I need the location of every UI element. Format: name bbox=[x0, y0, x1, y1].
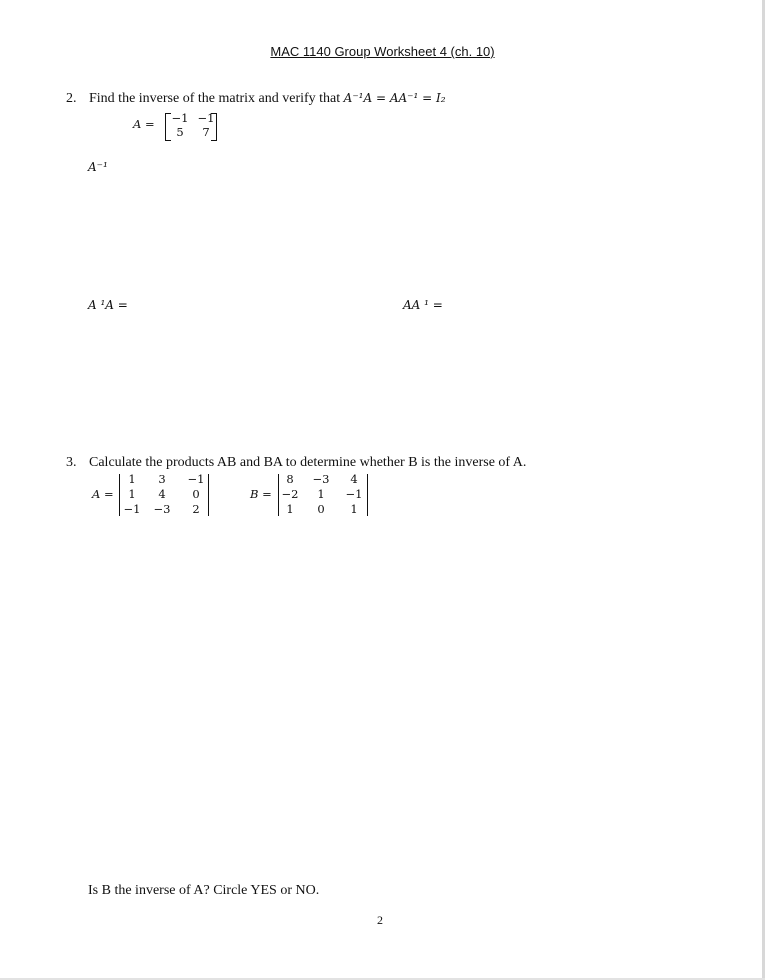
matrix-cell: −3 bbox=[153, 502, 171, 516]
question-2-text bbox=[89, 91, 446, 107]
page-number: 2 bbox=[377, 913, 383, 927]
worksheet-title: MAC 1140 Group Worksheet 4 (ch. 10) bbox=[270, 44, 495, 59]
matrix-cell: 7 bbox=[202, 125, 210, 139]
matrix-cell: 8 bbox=[286, 472, 294, 486]
matrix-cell: 4 bbox=[158, 487, 166, 501]
matrix-cell: 4 bbox=[350, 472, 358, 486]
matrix-cell: 1 bbox=[350, 502, 358, 516]
inverse-label: A⁻¹ bbox=[88, 160, 108, 174]
question-2-equation: A⁻¹A = AA⁻¹ = I₂ bbox=[343, 91, 446, 105]
matrix-a-label: A = bbox=[133, 117, 155, 131]
matrix-cell: −1 bbox=[171, 111, 189, 125]
right-bracket bbox=[211, 113, 217, 141]
matrix-cell: 1 bbox=[128, 472, 136, 486]
matrix-a-label: A = bbox=[92, 487, 114, 501]
matrix-cell: 1 bbox=[317, 487, 325, 501]
matrix-cell: −1 bbox=[197, 111, 215, 125]
question-3-number: 3. bbox=[66, 455, 77, 470]
matrix-cell: 0 bbox=[317, 502, 325, 516]
right-bar bbox=[367, 474, 368, 516]
worksheet-header bbox=[0, 44, 765, 59]
left-verify-label: A ¹A = bbox=[88, 298, 128, 312]
question-3-text: Calculate the products AB and BA to determine whether B is the inverse of A. bbox=[89, 455, 527, 470]
matrix-b-label: B = bbox=[250, 487, 272, 501]
matrix-cell: −1 bbox=[345, 487, 363, 501]
question-2-number: 2. bbox=[66, 91, 77, 106]
right-verify-label: AA ¹ = bbox=[403, 298, 443, 312]
right-bar bbox=[208, 474, 209, 516]
matrix-cell: 5 bbox=[176, 125, 184, 139]
matrix-cell: −3 bbox=[312, 472, 330, 486]
matrix-cell: −1 bbox=[123, 502, 141, 516]
matrix-cell: 3 bbox=[158, 472, 166, 486]
matrix-cell: 0 bbox=[192, 487, 200, 501]
matrix-cell: 1 bbox=[128, 487, 136, 501]
question-2-prompt: Find the inverse of the matrix and verify that bbox=[89, 91, 341, 106]
matrix-cell: −2 bbox=[281, 487, 299, 501]
matrix-cell: 2 bbox=[192, 502, 200, 516]
matrix-cell: 1 bbox=[286, 502, 294, 516]
footer-question: Is B the inverse of A? Circle YES or NO. bbox=[88, 883, 320, 898]
matrix-cell: −1 bbox=[187, 472, 205, 486]
